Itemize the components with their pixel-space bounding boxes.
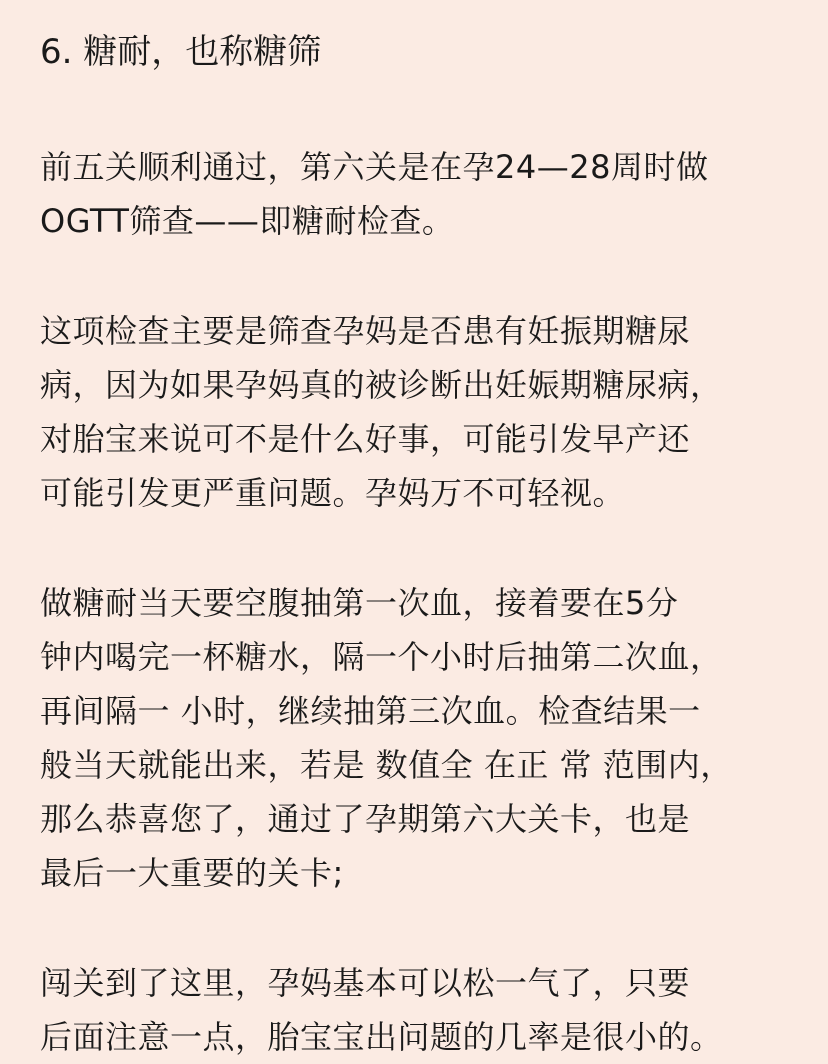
text-line: 般当天就能出来，若是 数值全 在正 常 范围内， <box>40 746 733 784</box>
text-line: 再间隔一 小时，继续抽第三次血。检查结果一 <box>40 692 701 730</box>
paragraph-purpose <box>40 304 788 520</box>
paragraph-conclusion <box>40 956 788 1064</box>
text-line: 做糖耐当天要空腹抽第一次血，接着要在5分 <box>40 584 679 622</box>
text-line: 那么恭喜您了，通过了孕期第六大关卡，也是 <box>40 800 691 838</box>
text-line: OGTT筛查——即糖耐检查。 <box>40 202 455 240</box>
text-line: 这项检查主要是筛查孕妈是否患有妊振期糖尿 <box>40 312 691 350</box>
text-line: 对胎宝来说可不是什么好事，可能引发早产还 <box>40 420 691 458</box>
text-line: 可能引发更严重问题。孕妈万不可轻视。 <box>40 474 626 512</box>
text-line: 前五关顺利通过，第六关是在孕24—28周时做 <box>40 148 709 186</box>
text-line: 闯关到了这里，孕妈基本可以松一气了，只要 <box>40 964 691 1002</box>
text-line: 最后一大重要的关卡; <box>40 854 344 892</box>
text-line: 后面注意一点，胎宝宝出问题的几率是很小的。 <box>40 1018 723 1056</box>
text-line: 病，因为如果孕妈真的被诊断出妊娠期糖尿病， <box>40 366 723 404</box>
paragraph-intro <box>40 140 788 248</box>
section-heading: 6. 糖耐，也称糖筛 <box>40 32 322 72</box>
text-line: 钟内喝完一杯糖水，隔一个小时后抽第二次血， <box>40 638 723 676</box>
paragraph-procedure <box>40 576 788 900</box>
